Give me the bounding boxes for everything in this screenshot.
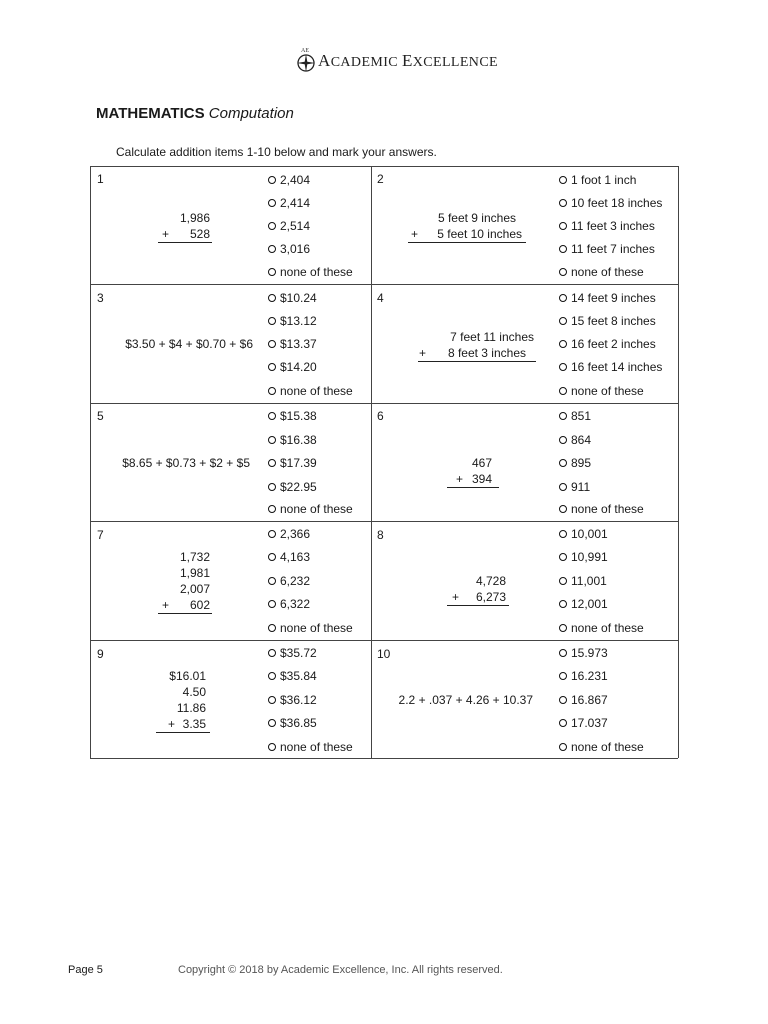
problem-line: 5 feet 9 inches: [437, 211, 516, 225]
page-number: Page 5: [68, 964, 103, 976]
page-title: [96, 105, 294, 122]
answer-bubble-icon[interactable]: [559, 363, 567, 371]
answer-option[interactable]: 14 feet 9 inches: [559, 291, 656, 305]
answer-option[interactable]: 12,001: [559, 597, 608, 611]
subject-title: MATHEMATICS: [96, 105, 205, 122]
answer-bubble-icon[interactable]: [268, 743, 276, 751]
instructions: Calculate addition items 1-10 below and mark your answers.: [116, 145, 437, 159]
answer-option[interactable]: $13.37: [268, 337, 317, 351]
item-number: 3: [97, 291, 104, 305]
grid-row-divider: [90, 521, 678, 522]
answer-option[interactable]: none of these: [268, 502, 353, 516]
plus-sign: +: [456, 472, 464, 486]
answer-option[interactable]: 895: [559, 456, 591, 470]
answer-option[interactable]: $15.38: [268, 409, 317, 423]
answer-option[interactable]: 864: [559, 433, 591, 447]
answer-option[interactable]: 10,991: [559, 550, 608, 564]
problem-line: 3.35: [182, 717, 206, 731]
sum-underline: [156, 732, 210, 733]
problem-line: 467: [471, 456, 492, 470]
item-number: 10: [377, 647, 391, 661]
item-number: 4: [377, 291, 384, 305]
answer-option[interactable]: 3,016: [268, 242, 310, 256]
answer-bubble-icon[interactable]: [559, 199, 567, 207]
grid-border-right: [678, 166, 679, 758]
answer-option[interactable]: 2,514: [268, 219, 310, 233]
answer-bubble-icon[interactable]: [268, 600, 276, 608]
problem-line: 394: [471, 472, 492, 486]
answer-bubble-icon[interactable]: [559, 624, 567, 632]
problem-line: $3.50 + $4 + $0.70 + $6: [125, 337, 253, 351]
answer-bubble-icon[interactable]: [268, 245, 276, 253]
item-number: 6: [377, 409, 384, 423]
answer-bubble-icon[interactable]: [559, 387, 567, 395]
answer-option[interactable]: $36.12: [268, 693, 317, 707]
answer-bubble-icon[interactable]: [559, 743, 567, 751]
answer-bubble-icon[interactable]: [559, 577, 567, 585]
answer-bubble-icon[interactable]: [559, 317, 567, 325]
item-number: 5: [97, 409, 104, 423]
answer-bubble-icon[interactable]: [268, 696, 276, 704]
answer-option[interactable]: $35.84: [268, 669, 317, 683]
answer-bubble-icon[interactable]: [559, 436, 567, 444]
answer-option[interactable]: 16 feet 2 inches: [559, 337, 656, 351]
answer-option[interactable]: 1 foot 1 inch: [559, 173, 636, 187]
answer-option[interactable]: none of these: [559, 502, 644, 516]
problem-line: 1,981: [179, 566, 210, 580]
section-title: Computation: [208, 105, 294, 122]
item-number: 8: [377, 528, 384, 542]
answer-bubble-icon[interactable]: [559, 245, 567, 253]
answer-option[interactable]: 10,001: [559, 527, 608, 541]
answer-bubble-icon[interactable]: [268, 363, 276, 371]
answer-option[interactable]: 15 feet 8 inches: [559, 314, 656, 328]
problem-grid: [90, 166, 678, 758]
answer-bubble-icon[interactable]: [268, 412, 276, 420]
answer-bubble-icon[interactable]: [268, 505, 276, 513]
problem-line: $8.65 + $0.73 + $2 + $5: [122, 456, 250, 470]
answer-option[interactable]: 11 feet 3 inches: [559, 219, 655, 233]
answer-option[interactable]: 851: [559, 409, 591, 423]
item-number: 7: [97, 528, 104, 542]
answer-bubble-icon[interactable]: [559, 553, 567, 561]
answer-option[interactable]: 16.867: [559, 693, 608, 707]
copyright-notice: Copyright © 2018 by Academic Excellence, Inc. All rights reserved.: [178, 964, 503, 976]
answer-bubble-icon[interactable]: [268, 483, 276, 491]
answer-bubble-icon[interactable]: [268, 719, 276, 727]
sum-underline: [418, 361, 536, 362]
answer-option[interactable]: none of these: [268, 621, 353, 635]
answer-bubble-icon[interactable]: [268, 436, 276, 444]
answer-option[interactable]: 11 feet 7 inches: [559, 242, 655, 256]
answer-option[interactable]: $22.95: [268, 480, 317, 494]
grid-row-divider: [90, 403, 678, 404]
answer-bubble-icon[interactable]: [268, 317, 276, 325]
answer-bubble-icon[interactable]: [559, 672, 567, 680]
answer-bubble-icon[interactable]: [559, 483, 567, 491]
answer-bubble-icon[interactable]: [268, 268, 276, 276]
problem-line: 6,273: [475, 590, 506, 604]
answer-bubble-icon[interactable]: [268, 340, 276, 348]
answer-bubble-icon[interactable]: [268, 199, 276, 207]
answer-option[interactable]: 4,163: [268, 550, 310, 564]
answer-option[interactable]: 10 feet 18 inches: [559, 196, 662, 210]
logo-wordmark: ACADEMIC EXCELLENCE: [318, 51, 499, 70]
academic-excellence-logo: [296, 48, 498, 74]
answer-option[interactable]: $14.20: [268, 360, 317, 374]
answer-bubble-icon[interactable]: [559, 459, 567, 467]
grid-row-divider: [90, 640, 678, 641]
sum-underline: [158, 613, 212, 614]
answer-bubble-icon[interactable]: [559, 505, 567, 513]
answer-bubble-icon[interactable]: [559, 530, 567, 538]
answer-option[interactable]: 17.037: [559, 716, 608, 730]
plus-sign: +: [419, 346, 427, 360]
answer-option[interactable]: 911: [559, 480, 590, 494]
grid-border-bottom: [90, 758, 678, 759]
answer-option[interactable]: 2,366: [268, 527, 310, 541]
problem-line: 2.2 + .037 + 4.26 + 10.37: [398, 693, 533, 707]
answer-option[interactable]: none of these: [268, 265, 353, 279]
problem-line: 4.50: [182, 685, 206, 699]
answer-bubble-icon[interactable]: [268, 459, 276, 467]
answer-bubble-icon[interactable]: [268, 530, 276, 538]
compass-logo-icon: [296, 48, 316, 74]
answer-option[interactable]: 15.973: [559, 646, 608, 660]
answer-bubble-icon[interactable]: [559, 268, 567, 276]
answer-bubble-icon[interactable]: [268, 553, 276, 561]
problem-line: 8 feet 3 inches: [447, 346, 526, 360]
answer-option[interactable]: $35.72: [268, 646, 317, 660]
problem-line: $16.01: [169, 669, 206, 683]
problem-line: 1,732: [179, 550, 210, 564]
answer-bubble-icon[interactable]: [559, 649, 567, 657]
answer-bubble-icon[interactable]: [559, 696, 567, 704]
answer-option[interactable]: none of these: [559, 621, 644, 635]
problem-line: 11.86: [176, 701, 206, 715]
problem-line: 602: [189, 598, 210, 612]
grid-border-top: [90, 166, 678, 167]
sum-underline: [158, 242, 212, 243]
answer-bubble-icon[interactable]: [559, 719, 567, 727]
answer-option[interactable]: 2,404: [268, 173, 310, 187]
problem-line: 7 feet 11 inches: [450, 330, 534, 344]
item-number: 1: [97, 172, 104, 186]
plus-sign: +: [452, 590, 460, 604]
plus-sign: +: [162, 227, 170, 241]
answer-option[interactable]: $10.24: [268, 291, 317, 305]
answer-bubble-icon[interactable]: [559, 294, 567, 302]
answer-bubble-icon[interactable]: [268, 294, 276, 302]
problem-line: 528: [189, 227, 210, 241]
answer-bubble-icon[interactable]: [268, 387, 276, 395]
answer-option[interactable]: $16.38: [268, 433, 317, 447]
answer-bubble-icon[interactable]: [268, 577, 276, 585]
grid-row-divider: [90, 284, 678, 285]
logo-superscript: AE: [301, 48, 309, 54]
plus-sign: +: [411, 227, 419, 241]
answer-option[interactable]: 11,001: [559, 574, 607, 588]
answer-option[interactable]: none of these: [559, 384, 644, 398]
answer-option[interactable]: 6,322: [268, 597, 310, 611]
answer-bubble-icon[interactable]: [268, 176, 276, 184]
sum-underline: [447, 487, 499, 488]
answer-bubble-icon[interactable]: [559, 412, 567, 420]
grid-column-divider: [371, 166, 372, 758]
answer-bubble-icon[interactable]: [559, 176, 567, 184]
answer-option[interactable]: none of these: [559, 740, 644, 754]
answer-bubble-icon[interactable]: [268, 649, 276, 657]
answer-option[interactable]: $13.12: [268, 314, 317, 328]
answer-option[interactable]: 2,414: [268, 196, 310, 210]
answer-bubble-icon[interactable]: [268, 672, 276, 680]
answer-option[interactable]: none of these: [559, 265, 644, 279]
answer-bubble-icon[interactable]: [268, 222, 276, 230]
problem-line: 4,728: [475, 574, 506, 588]
answer-option[interactable]: $17.39: [268, 456, 317, 470]
problem-line: 2,007: [179, 582, 210, 596]
problem-line: 5 feet 10 inches: [437, 227, 522, 241]
plus-sign: +: [162, 598, 170, 612]
plus-sign: +: [168, 717, 176, 731]
item-number: 9: [97, 647, 104, 661]
sum-underline: [447, 605, 509, 606]
grid-border-left: [90, 166, 91, 758]
answer-option[interactable]: none of these: [268, 384, 353, 398]
item-number: 2: [377, 172, 384, 186]
answer-option[interactable]: 6,232: [268, 574, 310, 588]
answer-bubble-icon[interactable]: [559, 600, 567, 608]
answer-option[interactable]: $36.85: [268, 716, 317, 730]
answer-bubble-icon[interactable]: [559, 340, 567, 348]
answer-option[interactable]: 16 feet 14 inches: [559, 360, 662, 374]
answer-option[interactable]: none of these: [268, 740, 353, 754]
sum-underline: [408, 242, 526, 243]
answer-option[interactable]: 16.231: [559, 669, 608, 683]
problem-line: 1,986: [179, 211, 210, 225]
answer-bubble-icon[interactable]: [559, 222, 567, 230]
answer-bubble-icon[interactable]: [268, 624, 276, 632]
